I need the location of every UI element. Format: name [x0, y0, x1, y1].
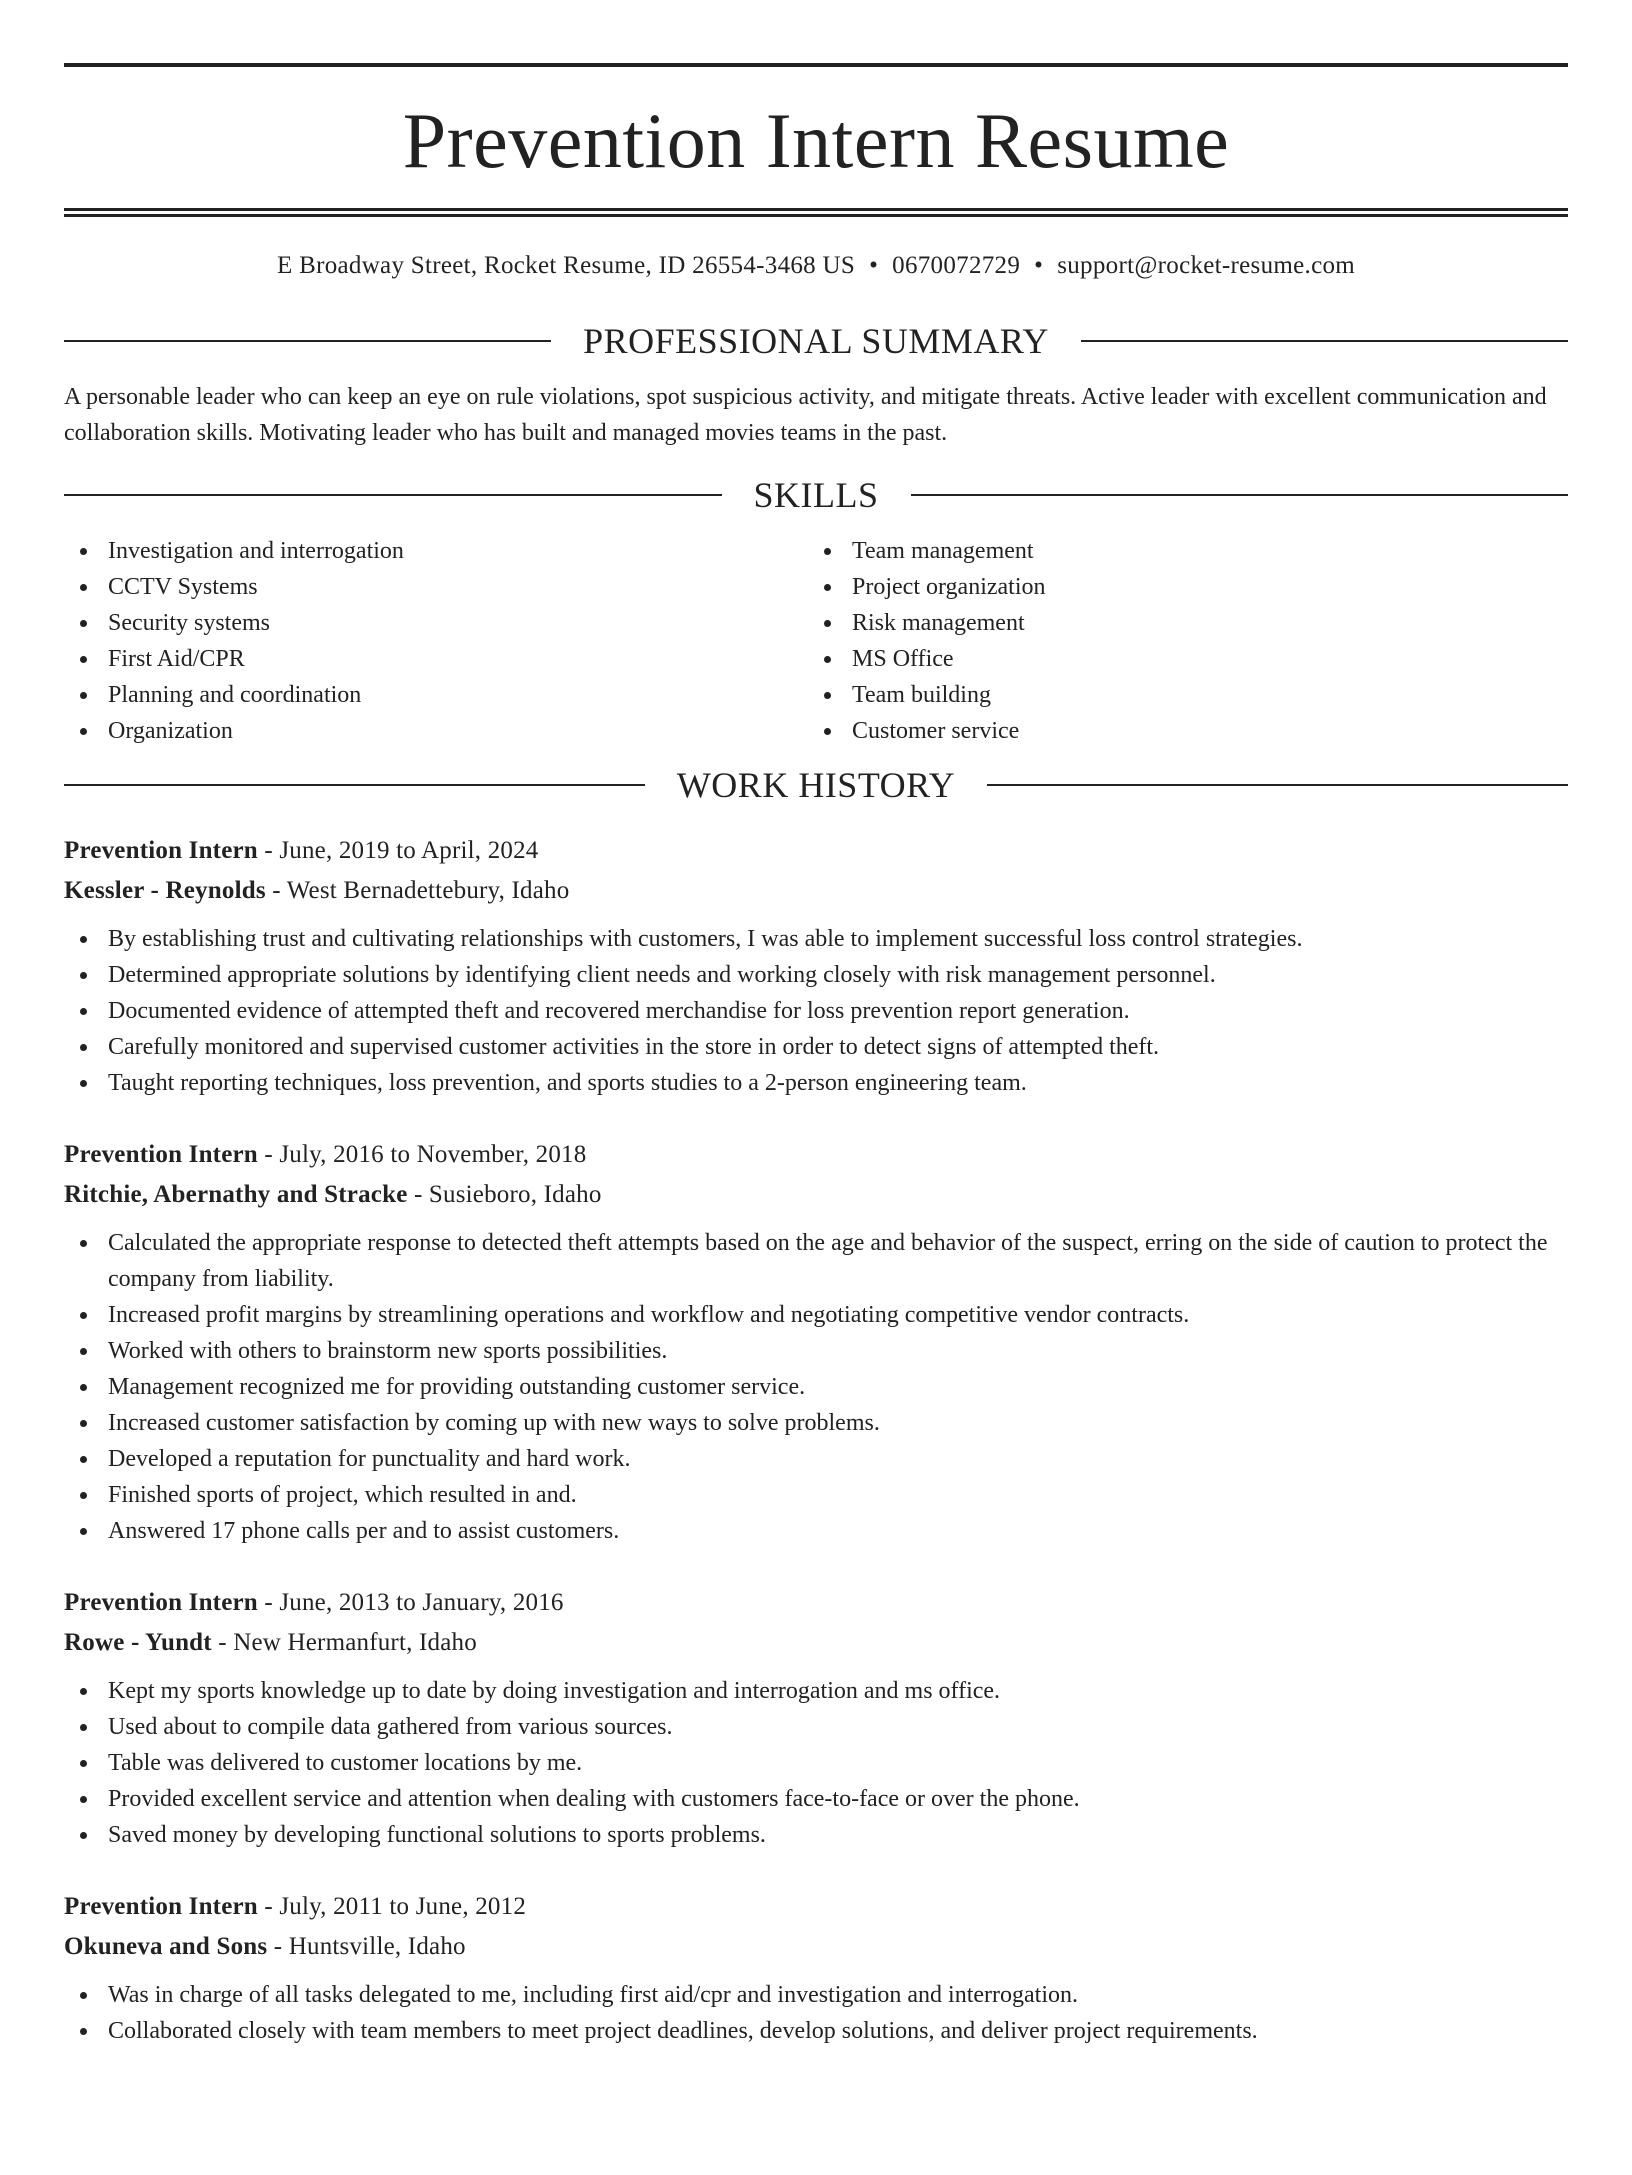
skills-section-header	[64, 475, 1568, 515]
job-bullet: Developed a reputation for punctuality and hard work.	[64, 1441, 1568, 1477]
job-bullets	[64, 1225, 1568, 1549]
job-bullet: Worked with others to brainstorm new sports possibilities.	[64, 1333, 1568, 1369]
section-rule	[1081, 340, 1568, 342]
contact-email: support@rocket-resume.com	[1057, 252, 1356, 279]
skill-item: Organization	[64, 713, 816, 749]
job-entry	[64, 1887, 1568, 2049]
skill-item: Project organization	[808, 569, 1560, 605]
job-dates: - July, 2011 to June, 2012	[257, 1893, 527, 1920]
skill-item: Team management	[808, 533, 1560, 569]
contact-address: E Broadway Street, Rocket Resume, ID 26554-3468 US	[276, 252, 856, 279]
work-section-header	[64, 765, 1568, 805]
job-bullet: Increased profit margins by streamlining operations and workflow and negotiating competitive vendor contracts.	[64, 1297, 1568, 1333]
skill-item: First Aid/CPR	[64, 641, 816, 677]
job-title: Prevention Intern	[64, 837, 258, 864]
resume-page	[0, 63, 1632, 2175]
contact-separator: •	[1034, 252, 1044, 279]
job-location: - West Bernadettebury, Idaho	[265, 877, 570, 904]
skills-section-title: SKILLS	[753, 475, 879, 515]
top-divider	[64, 63, 1568, 67]
skills-column-left	[64, 533, 816, 749]
job-dates: - June, 2019 to April, 2024	[257, 837, 539, 864]
job-company-line	[64, 1175, 1568, 1215]
job-company: Ritchie, Abernathy and Stracke	[64, 1181, 408, 1208]
job-bullet: Provided excellent service and attention when dealing with customers face-to-face or over the phone.	[64, 1781, 1568, 1817]
job-bullet: Increased customer satisfaction by coming up with new ways to solve problems.	[64, 1405, 1568, 1441]
job-bullet: Determined appropriate solutions by identifying client needs and working closely with risk management personnel.	[64, 957, 1568, 993]
job-bullet: Collaborated closely with team members to meet project deadlines, develop solutions, and deliver project requirements.	[64, 2013, 1568, 2049]
title-double-divider	[64, 208, 1568, 217]
job-title: Prevention Intern	[64, 1589, 258, 1616]
summary-text: A personable leader who can keep an eye on rule violations, spot suspicious activity, and mitigate threats. Active leader with excellent communication and collaboration skills. Motivating leader who has built and managed movies teams in the past.	[64, 384, 1547, 446]
job-location: - Huntsville, Idaho	[267, 1933, 466, 1960]
job-title-line	[64, 1583, 1568, 1623]
skills-column-right	[808, 533, 1560, 749]
job-entry	[64, 831, 1568, 1101]
job-bullet: By establishing trust and cultivating relationships with customers, I was able to implement successful loss control strategies.	[64, 921, 1568, 957]
page-title: Prevention Intern Resume	[402, 97, 1230, 184]
contact-line	[64, 251, 1568, 281]
job-bullets	[64, 921, 1568, 1101]
job-title-line	[64, 1887, 1568, 1927]
job-bullet: Was in charge of all tasks delegated to me, including first aid/cpr and investigation and interrogation.	[64, 1977, 1568, 2013]
job-title: Prevention Intern	[64, 1893, 258, 1920]
section-rule	[64, 494, 722, 496]
job-company-line	[64, 871, 1568, 911]
job-dates: - June, 2013 to January, 2016	[257, 1589, 564, 1616]
job-entry	[64, 1135, 1568, 1549]
job-title: Prevention Intern	[64, 1141, 258, 1168]
skill-item: MS Office	[808, 641, 1560, 677]
job-location: - Susieboro, Idaho	[407, 1181, 602, 1208]
job-dates: - July, 2016 to November, 2018	[257, 1141, 587, 1168]
job-company-line	[64, 1623, 1568, 1663]
job-company-line	[64, 1927, 1568, 1967]
summary-section-header	[64, 321, 1568, 361]
section-rule	[64, 340, 551, 342]
job-bullets	[64, 1977, 1568, 2049]
job-company: Okuneva and Sons	[64, 1933, 268, 1960]
job-bullet: Carefully monitored and supervised customer activities in the store in order to detect signs of attempted theft.	[64, 1029, 1568, 1065]
job-location: - New Hermanfurt, Idaho	[211, 1629, 477, 1656]
job-bullet: Table was delivered to customer locations by me.	[64, 1745, 1568, 1781]
contact-phone: 0670072729	[892, 252, 1021, 279]
work-section-title: WORK HISTORY	[676, 765, 956, 805]
skill-item: Risk management	[808, 605, 1560, 641]
job-bullet: Kept my sports knowledge up to date by doing investigation and interrogation and ms office.	[64, 1673, 1568, 1709]
job-bullet: Used about to compile data gathered from various sources.	[64, 1709, 1568, 1745]
job-company: Kessler - Reynolds	[64, 877, 266, 904]
skill-item: Customer service	[808, 713, 1560, 749]
job-bullet: Management recognized me for providing outstanding customer service.	[64, 1369, 1568, 1405]
skills-list	[64, 533, 1568, 749]
section-rule	[911, 494, 1569, 496]
job-bullet: Documented evidence of attempted theft and recovered merchandise for loss prevention report generation.	[64, 993, 1568, 1029]
section-rule	[64, 784, 645, 786]
contact-separator: •	[869, 252, 879, 279]
job-bullet: Saved money by developing functional solutions to sports problems.	[64, 1817, 1568, 1853]
summary-section-title: PROFESSIONAL SUMMARY	[583, 321, 1049, 361]
job-entry	[64, 1583, 1568, 1853]
skill-item: Team building	[808, 677, 1560, 713]
skill-item: Planning and coordination	[64, 677, 816, 713]
job-title-line	[64, 1135, 1568, 1175]
skill-item: Security systems	[64, 605, 816, 641]
job-title-line	[64, 831, 1568, 871]
job-bullet: Finished sports of project, which resulted in and.	[64, 1477, 1568, 1513]
job-bullet: Calculated the appropriate response to detected theft attempts based on the age and behavior of the suspect, erring on the side of caution to protect the company from liability.	[64, 1225, 1568, 1297]
section-rule	[987, 784, 1568, 786]
job-bullet: Answered 17 phone calls per and to assist customers.	[64, 1513, 1568, 1549]
skill-item: Investigation and interrogation	[64, 533, 816, 569]
job-bullets	[64, 1673, 1568, 1853]
skill-item: CCTV Systems	[64, 569, 816, 605]
job-company: Rowe - Yundt	[64, 1629, 212, 1656]
job-bullet: Taught reporting techniques, loss prevention, and sports studies to a 2-person engineering team.	[64, 1065, 1568, 1101]
